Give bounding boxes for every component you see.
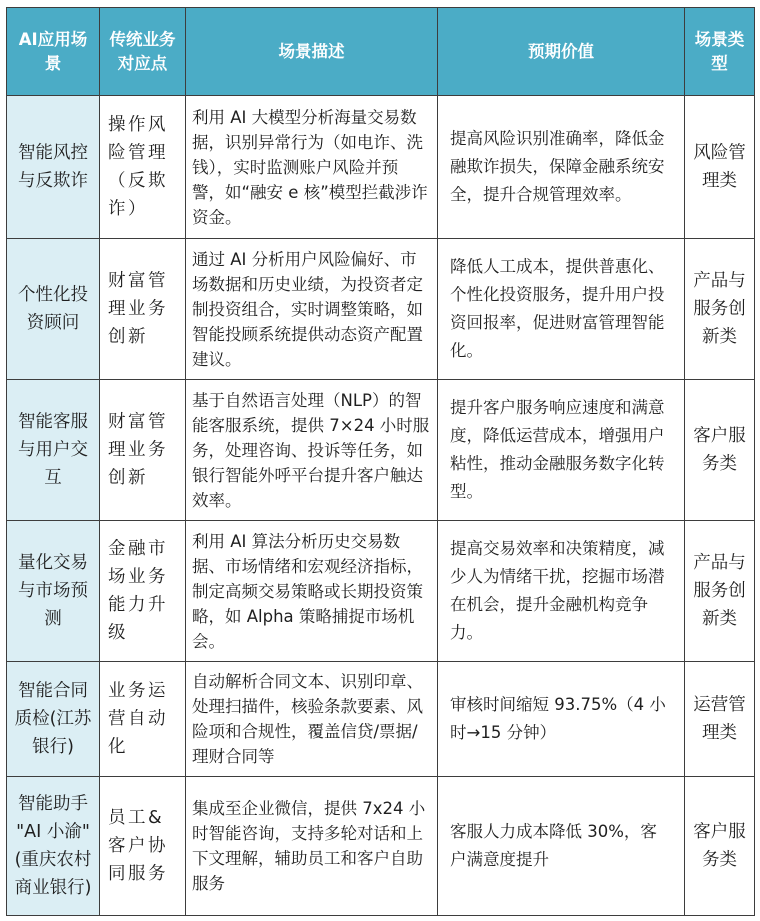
description-cell: 基于自然语言处理（NLP）的智能客服系统，提供 7×24 小时服务，处理咨询、投诉等任务，如银行智能外呼平台提升客户触达效率。	[186, 380, 438, 521]
header-scene-description: 场景描述	[186, 8, 438, 96]
business-cell: 操作风险管理（反欺诈）	[100, 96, 186, 239]
business-cell: 财富管理业务创新	[100, 380, 186, 521]
description-cell: 利用 AI 算法分析历史交易数据、市场情绪和宏观经济指标，制定高频交易策略或长期投资策略，如 Alpha 策略捕捉市场机会。	[186, 521, 438, 662]
type-cell: 客户服务类	[685, 380, 755, 521]
description-cell: 通过 AI 分析用户风险偏好、市场数据和历史业绩，为投资者定制投资组合，实时调整策略，如智能投顾系统提供动态资产配置建议。	[186, 239, 438, 380]
business-cell: 金融市场业务能力升级	[100, 521, 186, 662]
value-cell: 降低人工成本，提供普惠化、个性化投资服务，提升用户投资回报率，促进财富管理智能化。	[438, 239, 685, 380]
scene-cell: 智能助手 "AI 小渝"(重庆农村商业银行)	[7, 777, 100, 916]
table-row	[7, 662, 755, 777]
business-cell: 业务运营自动化	[100, 662, 186, 777]
scene-cell: 个性化投资顾问	[7, 239, 100, 380]
header-traditional-business: 传统业务对应点	[100, 8, 186, 96]
business-cell: 财富管理业务创新	[100, 239, 186, 380]
table-header	[7, 8, 755, 96]
value-cell: 审核时间缩短 93.75%（4 小时→15 分钟）	[438, 662, 685, 777]
business-cell: 员工&客户协同服务	[100, 777, 186, 916]
table-row	[7, 521, 755, 662]
type-cell: 客户服务类	[685, 777, 755, 916]
type-cell: 风险管理类	[685, 96, 755, 239]
scene-cell: 量化交易与市场预测	[7, 521, 100, 662]
type-cell: 产品与服务创新类	[685, 239, 755, 380]
description-cell: 集成至企业微信，提供 7x24 小时智能咨询，支持多轮对话和上下文理解，辅助员工和客户自助服务	[186, 777, 438, 916]
scene-cell: 智能合同质检(江苏银行)	[7, 662, 100, 777]
value-cell: 客服人力成本降低 30%，客户满意度提升	[438, 777, 685, 916]
type-cell: 运营管理类	[685, 662, 755, 777]
description-cell: 自动解析合同文本、识别印章、处理扫描件，核验条款要素、风险项和合规性，覆盖信贷/票据/理财合同等	[186, 662, 438, 777]
table-body	[7, 96, 755, 916]
scene-cell: 智能风控与反欺诈	[7, 96, 100, 239]
table-row	[7, 777, 755, 916]
value-cell: 提高风险识别准确率，降低金融欺诈损失，保障金融系统安全，提升合规管理效率。	[438, 96, 685, 239]
value-cell: 提高交易效率和决策精度，减少人为情绪干扰，挖掘市场潜在机会，提升金融机构竞争力。	[438, 521, 685, 662]
type-cell: 产品与服务创新类	[685, 521, 755, 662]
description-cell: 利用 AI 大模型分析海量交易数据，识别异常行为（如电诈、洗钱），实时监测账户风险并预警，如“融安 e 核”模型拦截涉诈资金。	[186, 96, 438, 239]
table-row	[7, 380, 755, 521]
table-row	[7, 96, 755, 239]
header-expected-value: 预期价值	[438, 8, 685, 96]
table-row	[7, 239, 755, 380]
ai-scenario-table	[6, 7, 755, 916]
scene-cell: 智能客服与用户交互	[7, 380, 100, 521]
header-row	[7, 8, 755, 96]
value-cell: 提升客户服务响应速度和满意度，降低运营成本，增强用户粘性，推动金融服务数字化转型。	[438, 380, 685, 521]
header-scene-type: 场景类型	[685, 8, 755, 96]
header-ai-scene: AI应用场景	[7, 8, 100, 96]
